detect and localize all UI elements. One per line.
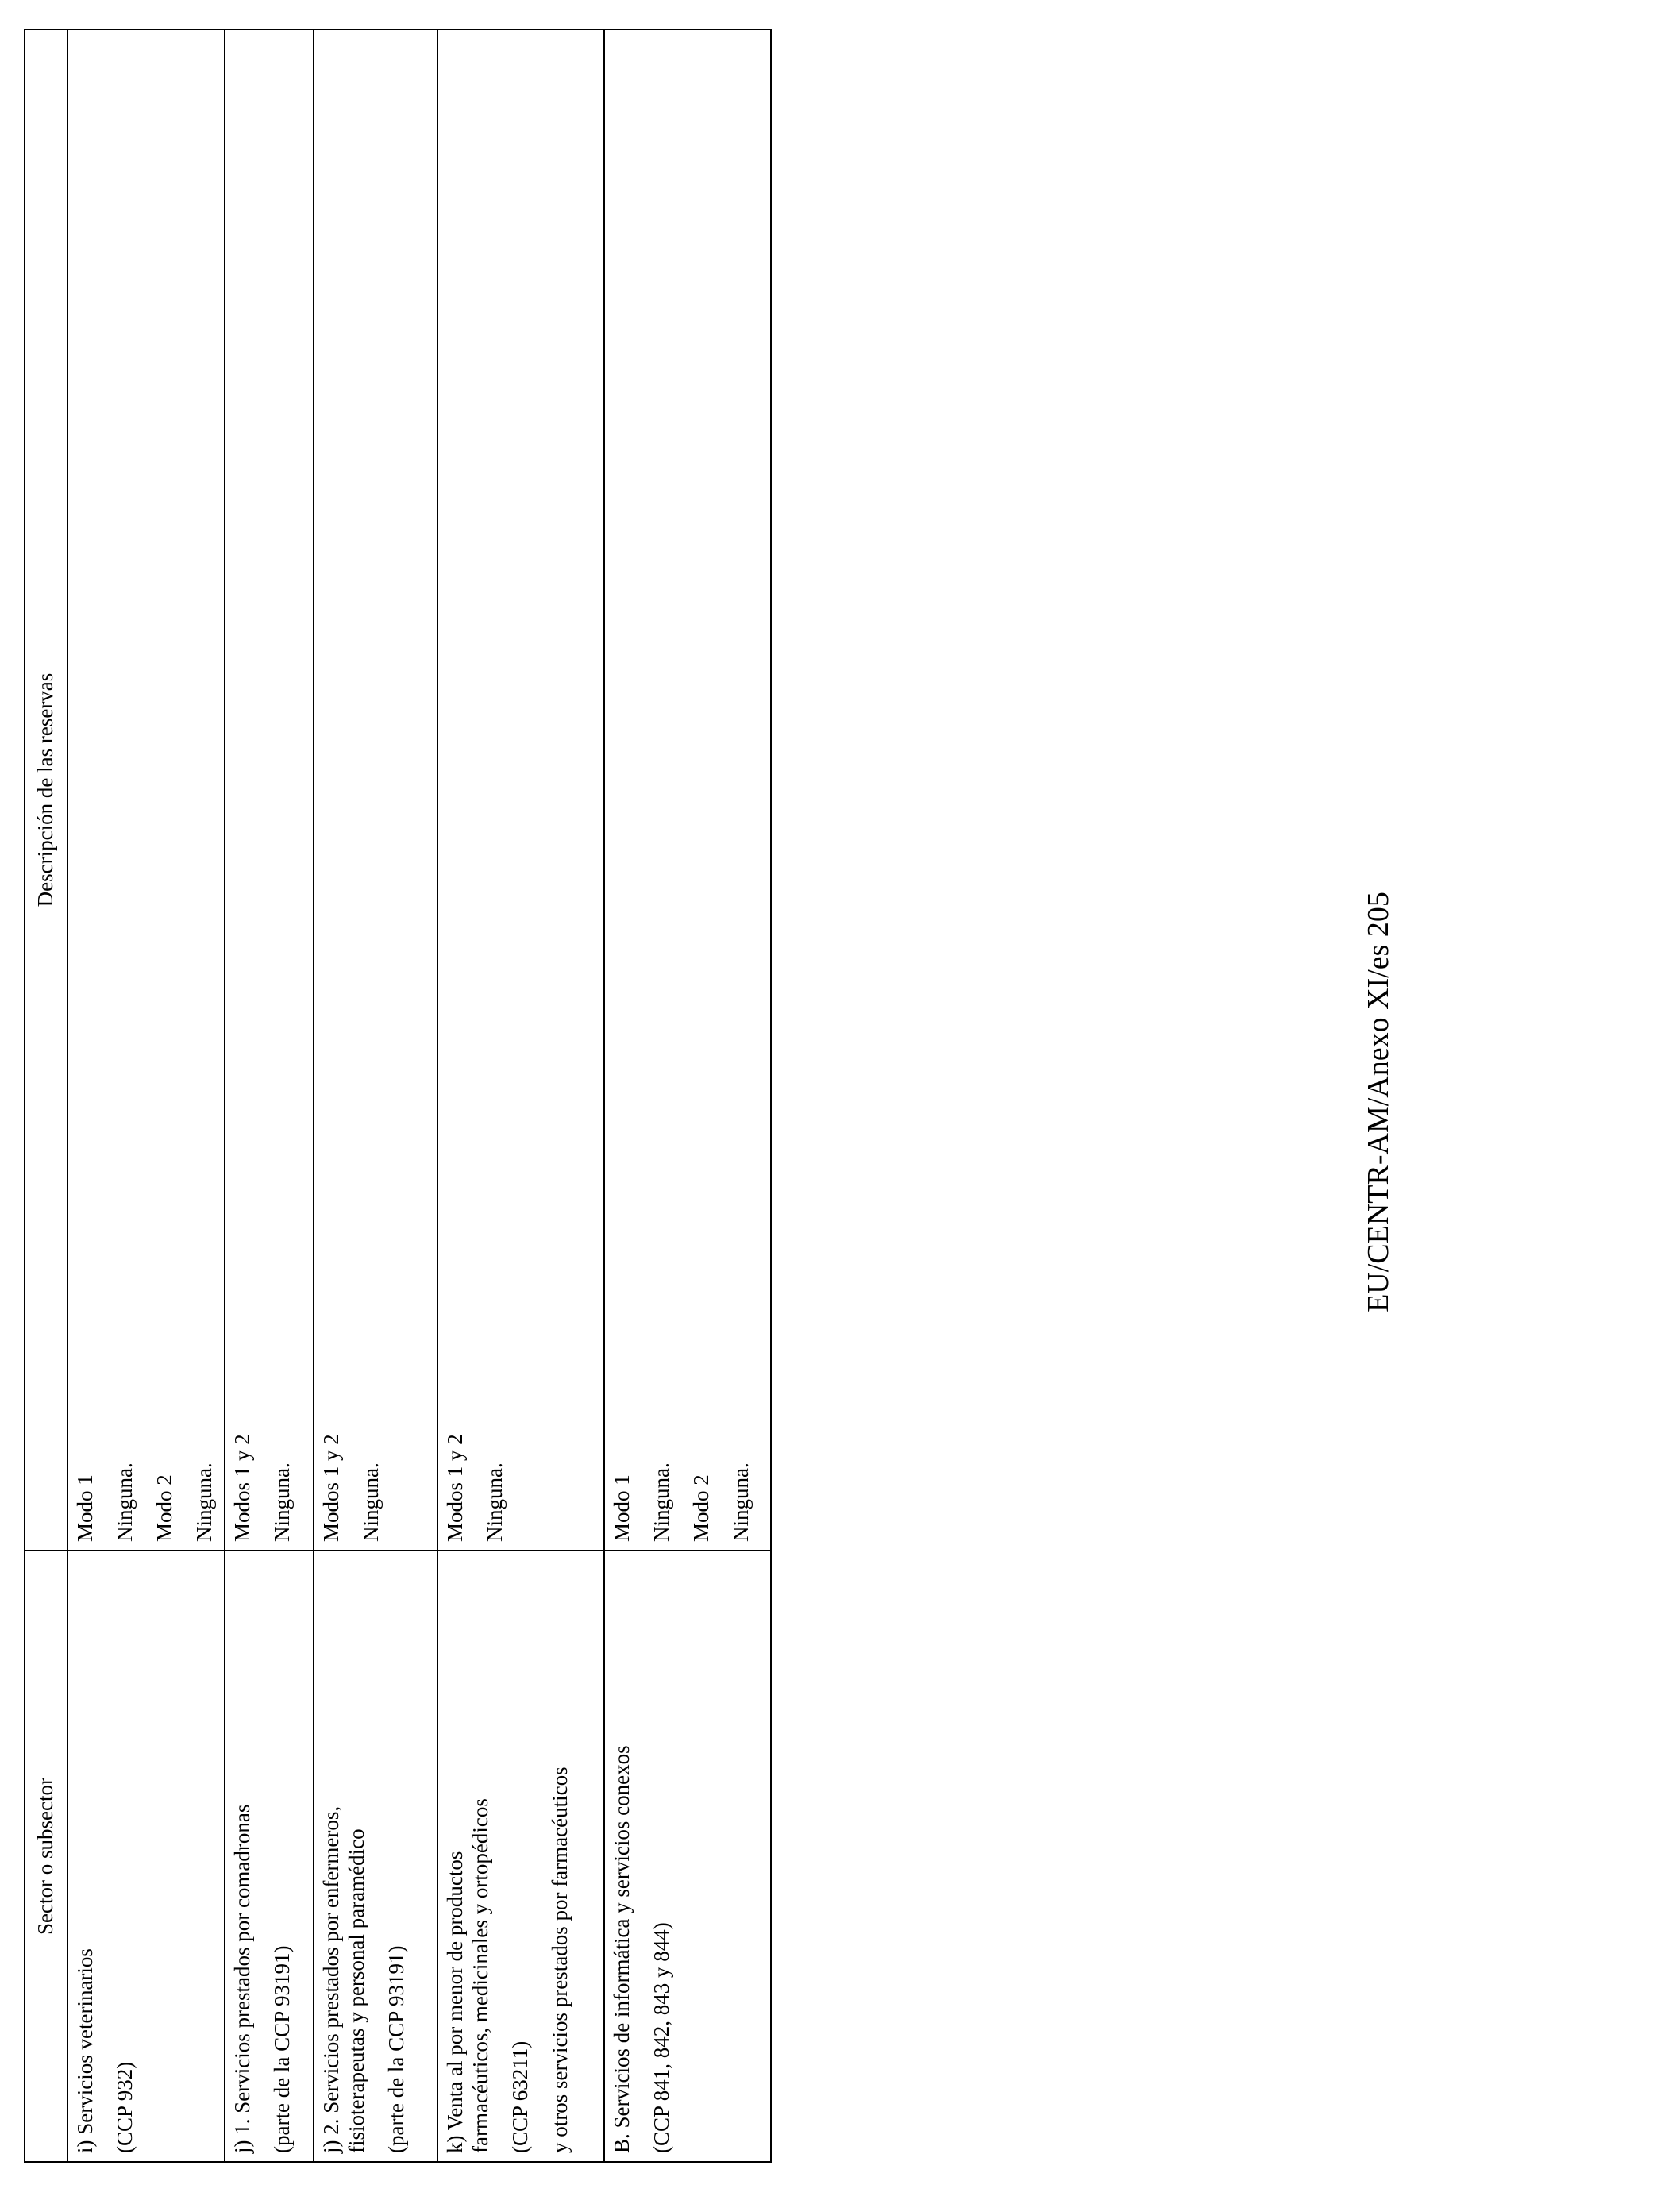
description-line: Ninguna. bbox=[649, 1462, 673, 1542]
sector-line: (parte de la CCP 93191) bbox=[383, 1945, 408, 2153]
description-cell bbox=[314, 29, 437, 1551]
sector-line: B. Servicios de informática y servicios conexos bbox=[610, 1745, 634, 2153]
header-description: Descripción de las reservas bbox=[25, 29, 67, 1551]
sector-cell bbox=[604, 1551, 771, 2162]
table-row bbox=[67, 29, 225, 2162]
description-cell bbox=[437, 29, 604, 1551]
sector-line: j) 1. Servicios prestados por comadronas bbox=[230, 1804, 254, 2153]
sector-cell bbox=[437, 1551, 604, 2162]
description-line: Modo 2 bbox=[688, 1474, 713, 1542]
reservations-table bbox=[24, 29, 772, 2163]
table-row bbox=[314, 29, 437, 2162]
sector-line: (parte de la CCP 93191) bbox=[269, 1945, 294, 2153]
description-line: Modo 1 bbox=[610, 1474, 634, 1542]
description-line: Ninguna. bbox=[358, 1462, 383, 1542]
table-row bbox=[604, 29, 771, 2162]
description-line: Modos 1 y 2 bbox=[230, 1434, 254, 1542]
description-line: Ninguna. bbox=[191, 1462, 216, 1542]
sector-line: (CCP 63211) bbox=[507, 2040, 532, 2153]
table-row bbox=[225, 29, 314, 2162]
sector-cell bbox=[314, 1551, 437, 2162]
sector-line: y otros servicios prestados por farmacéuticos bbox=[547, 1767, 572, 2153]
sector-cell bbox=[67, 1551, 225, 2162]
description-line: Modo 2 bbox=[152, 1474, 176, 1542]
document-reference: EU/CENTR-AM/Anexo XI/es 205 bbox=[1362, 892, 1395, 1312]
sector-line: farmacéuticos, medicinales y ortopédicos bbox=[468, 1798, 492, 2153]
sector-line: (CCP 841, 842, 843 y 844) bbox=[649, 1922, 673, 2153]
description-line: Ninguna. bbox=[482, 1462, 507, 1542]
sector-line: j) 2. Servicios prestados por enfermeros, bbox=[319, 1805, 343, 2153]
sector-cell bbox=[225, 1551, 314, 2162]
table-header-row bbox=[25, 29, 67, 2162]
sector-line: k) Venta al por menor de productos bbox=[443, 1851, 467, 2153]
description-cell bbox=[604, 29, 771, 1551]
sector-line: i) Servicios veterinarios bbox=[73, 1948, 97, 2153]
description-line: Ninguna. bbox=[269, 1462, 294, 1542]
description-line: Ninguna. bbox=[112, 1462, 137, 1542]
description-line: Modo 1 bbox=[73, 1474, 97, 1542]
description-line: Ninguna. bbox=[728, 1462, 753, 1542]
description-cell bbox=[225, 29, 314, 1551]
table-row bbox=[437, 29, 604, 2162]
description-cell bbox=[67, 29, 225, 1551]
description-line: Modos 1 y 2 bbox=[319, 1434, 343, 1542]
header-sector: Sector o subsector bbox=[25, 1551, 67, 2162]
sector-line: (CCP 932) bbox=[112, 2061, 137, 2153]
description-line: Modos 1 y 2 bbox=[443, 1434, 467, 1542]
sector-line: fisioterapeutas y personal paramédico bbox=[344, 1828, 368, 2153]
